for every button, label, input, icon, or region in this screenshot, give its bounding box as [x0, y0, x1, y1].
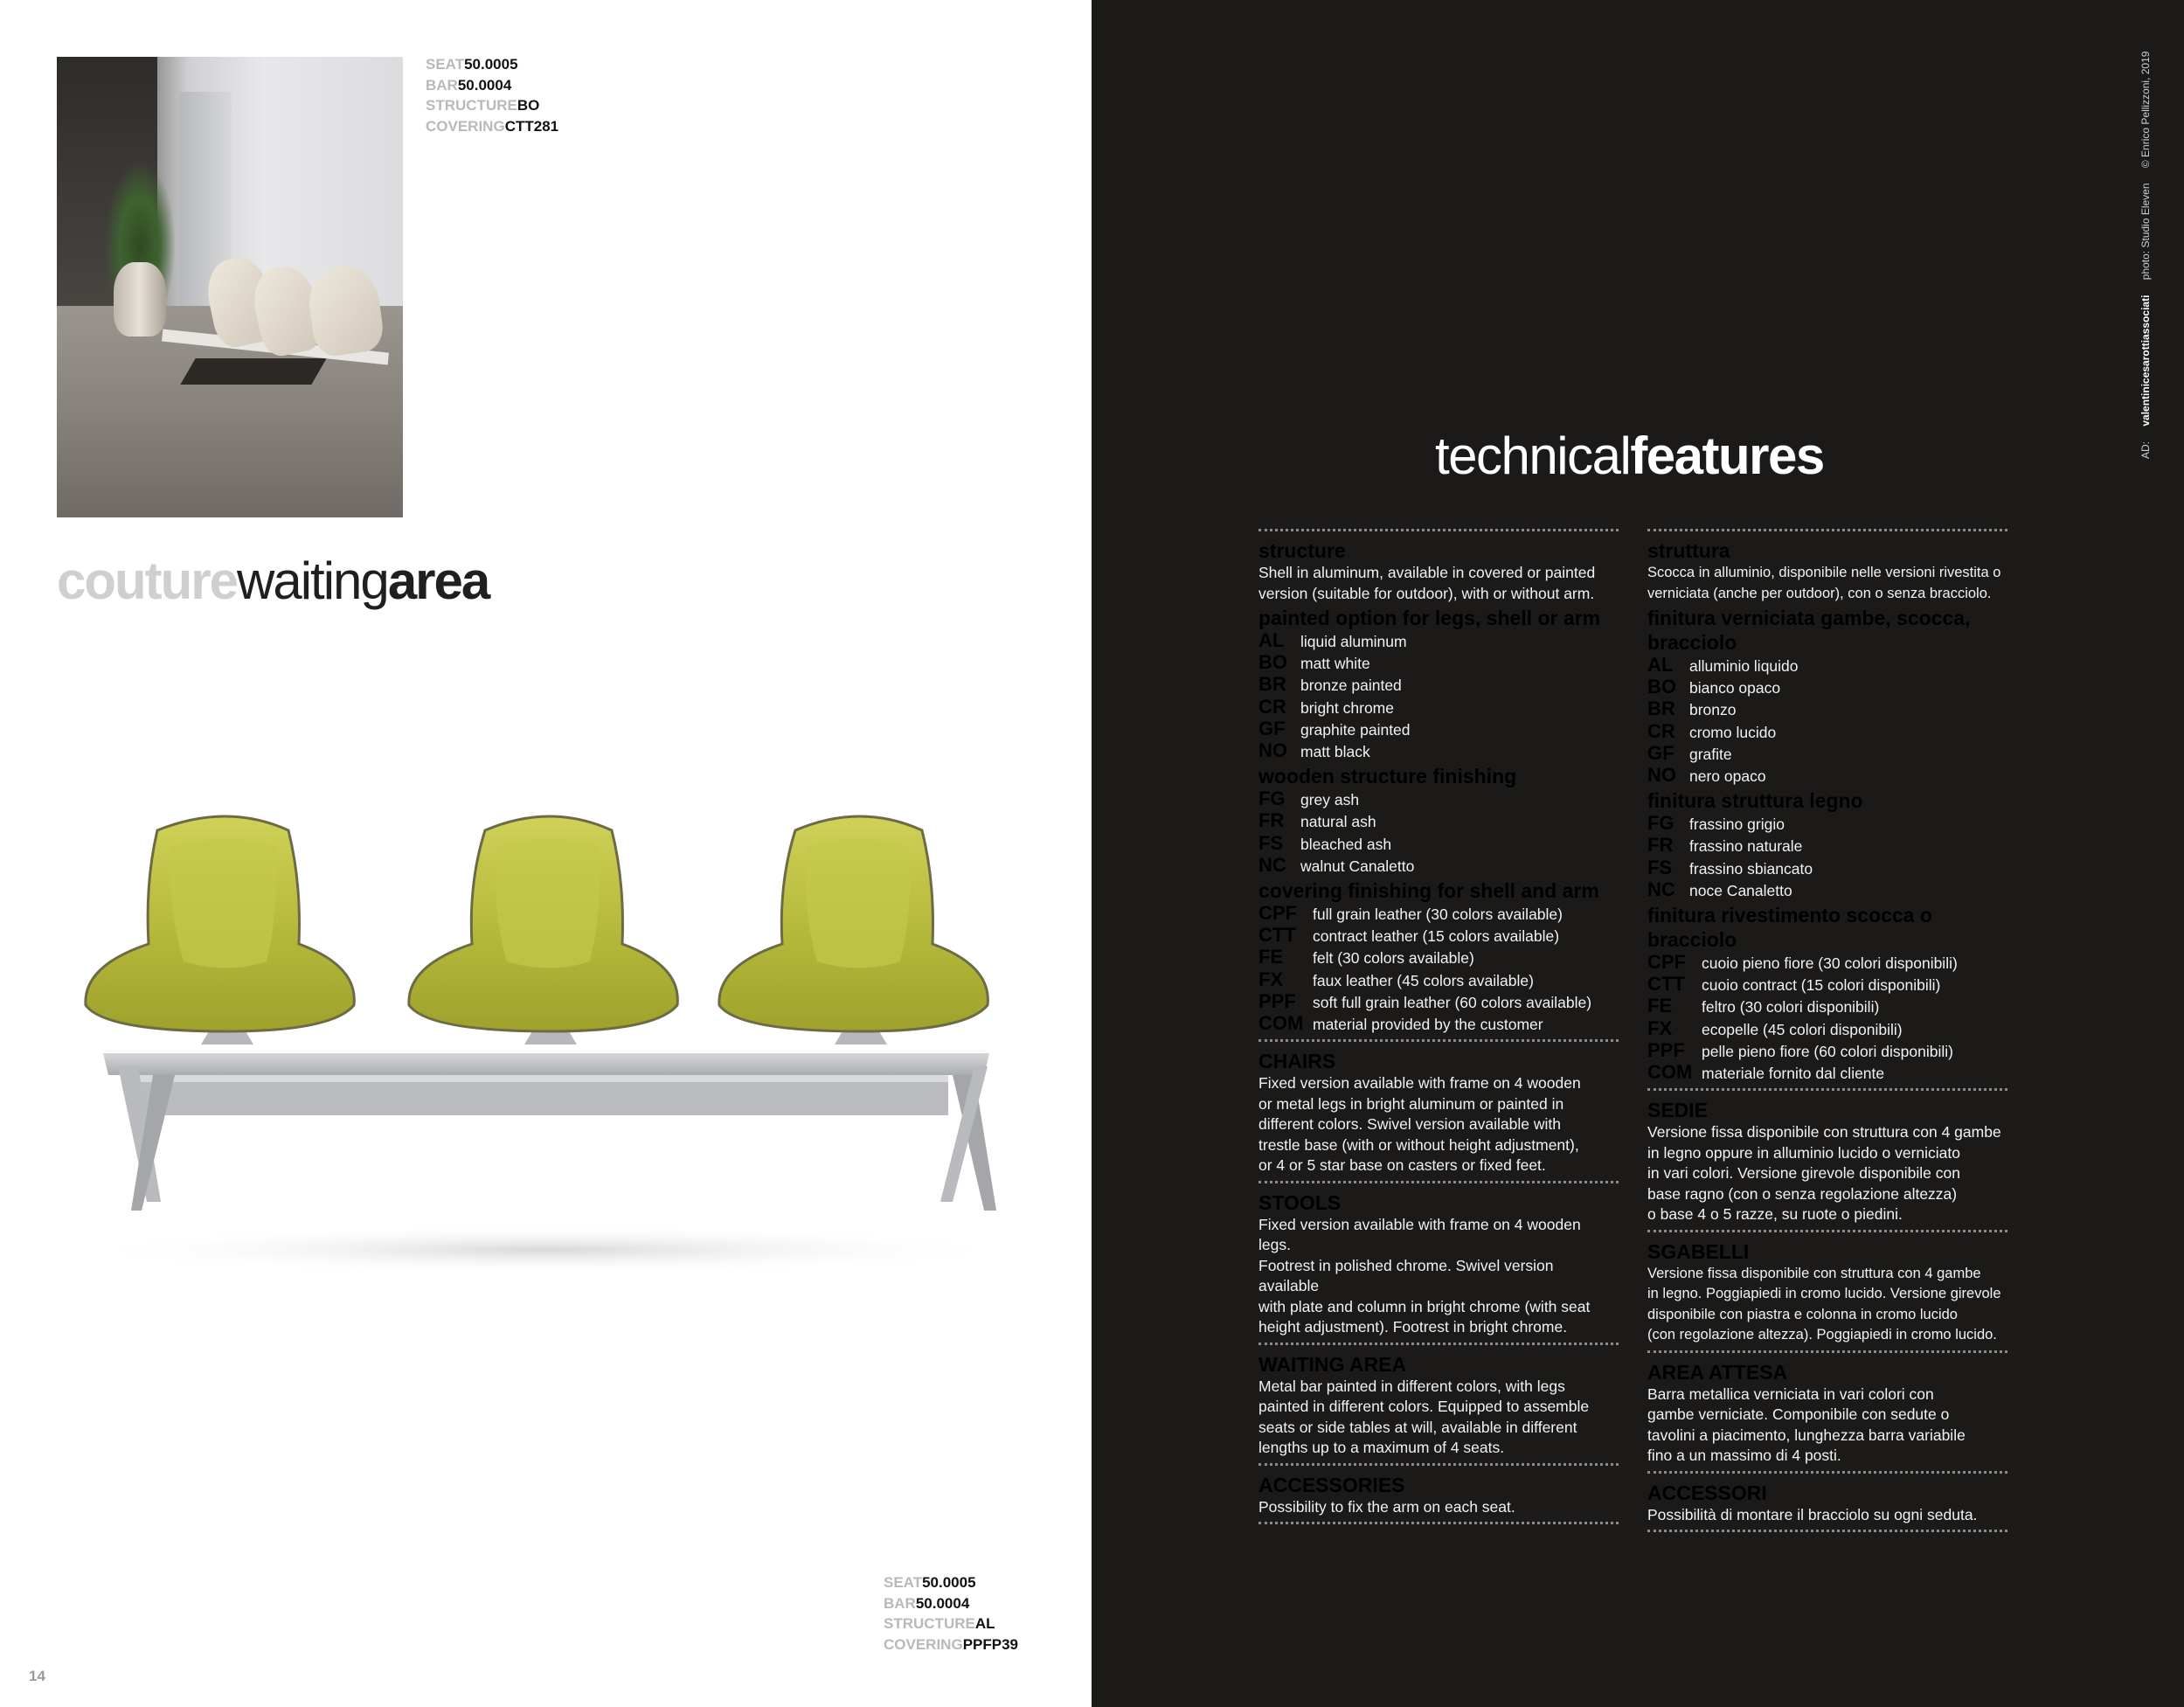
code-row: NC noce Canaletto	[1647, 878, 1792, 900]
section-text: Scocca in alluminio, disponibile nelle versioni rivestita o verniciata (anche per outdoor), con o senza bracciolo.	[1647, 565, 2001, 601]
features-column-en	[1258, 524, 1612, 1530]
spec-list-top	[426, 54, 558, 136]
code-row: FX ecopelle (45 colori disponibili)	[1647, 1017, 1903, 1039]
section-heading: STOOLS	[1258, 1190, 1342, 1214]
photo-credit: photo: Studio Eleven	[2139, 183, 2152, 281]
section-heading: ACCESSORI	[1647, 1481, 1767, 1504]
spec-row: SEAT50.0005	[426, 56, 518, 73]
spec-row: BAR50.0004	[884, 1594, 970, 1612]
ad-name: valentinicesarottiassociati	[2139, 295, 2152, 427]
ad-label: AD:	[2139, 441, 2152, 459]
code-row: CPF full grain leather (30 colors available)	[1258, 902, 1563, 925]
code-row: GF grafite	[1647, 741, 1732, 764]
code-row: COM materiale fornito dal cliente	[1647, 1061, 1885, 1084]
code-row: GF graphite painted	[1258, 717, 1411, 739]
product-title: couturewaitingarea	[57, 552, 489, 610]
dotted-divider	[1647, 1088, 2007, 1096]
section-heading: finitura verniciata gambe, scocca, bracciolo	[1647, 607, 1971, 654]
spec-row: COVERINGPPFP39	[884, 1635, 1018, 1653]
code-row: FG grey ash	[1258, 788, 1360, 810]
code-row: PPF pelle pieno fiore (60 colori disponibili)	[1647, 1038, 1953, 1061]
code-row: CR bright chrome	[1258, 695, 1394, 718]
features-column-it	[1647, 524, 2023, 1537]
spec-row: STRUCTUREBO	[426, 97, 540, 114]
section-text: Versione fissa disponibile con struttura con 4 gambe in legno oppure in alluminio lucido o verniciato in vari colori. Versione girevole disponibile con base ragno (con o senza regolazione altezza) o base 4 o 5 razze, su ruote o piedini.	[1647, 1123, 2001, 1224]
dotted-divider	[1647, 1530, 2007, 1537]
section-text: Possibility to fix the arm on each seat.	[1258, 1497, 1515, 1516]
code-row: CPF cuoio pieno fiore (30 colori disponibili)	[1647, 951, 1958, 974]
technical-features-title: technicalfeatures	[1435, 427, 1824, 485]
code-row: BR bronze painted	[1258, 673, 1402, 696]
code-row: BO matt white	[1258, 651, 1370, 674]
section-heading: covering finishing for shell and arm	[1258, 879, 1599, 903]
dotted-divider	[1647, 1350, 2007, 1358]
section-heading: SGABELLI	[1647, 1239, 1750, 1263]
code-row: FE feltro (30 colori disponibili)	[1647, 995, 1880, 1017]
dotted-divider	[1647, 529, 2007, 537]
code-row: FS bleached ash	[1258, 831, 1392, 854]
dotted-divider	[1258, 1463, 1619, 1471]
section-text: Fixed version available with frame on 4 wooden or metal legs in bright aluminum or painted in different colors. Swivel version available with trestle base (with or without height adjustment), or 4 or 5 star base on casters or fixed feet.	[1258, 1074, 1581, 1175]
section-heading: wooden structure finishing	[1258, 765, 1517, 788]
section-heading: CHAIRS	[1258, 1050, 1336, 1073]
code-row: NO nero opaco	[1647, 764, 1766, 787]
section-text: Fixed version available with frame on 4 wooden legs. Footrest in polished chrome. Swivel version available with plate and column in bright chrome (with seat height adjustment). Footrest in bright chrome.	[1258, 1215, 1591, 1336]
section-heading: finitura struttura legno	[1647, 789, 1863, 813]
section-text: Metal bar painted in different colors, with legs painted in different colors. Equipped to assemble seats or side tables at will, available in different lengths up to a maximum of 4 seats.	[1258, 1377, 1590, 1457]
code-row: CTT contract leather (15 colors available)	[1258, 924, 1560, 947]
spec-row: STRUCTUREAL	[884, 1615, 995, 1632]
spec-list-bottom	[884, 1572, 1018, 1655]
code-row: NO matt black	[1258, 739, 1370, 762]
copyright: © Enrico Pellizzoni, 2019	[2139, 51, 2152, 169]
code-row: FE felt (30 colors available)	[1258, 946, 1474, 968]
photo-credits	[2139, 39, 2152, 459]
code-row: FS frassino sbiancato	[1647, 856, 1813, 878]
interior-photo	[57, 57, 403, 517]
code-row: BO bianco opaco	[1647, 676, 1781, 698]
dotted-divider	[1258, 1343, 1619, 1350]
dotted-divider	[1258, 1039, 1619, 1047]
code-row: FR frassino naturale	[1647, 834, 1803, 857]
section-heading: ACCESSORIES	[1258, 1473, 1405, 1496]
code-row: AL alluminio liquido	[1647, 654, 1799, 676]
dotted-divider	[1258, 1522, 1619, 1530]
section-text: Barra metallica verniciata in vari colori con gambe verniciate. Componibile con sedute o tavolini a piacimento, lunghezza barra variabile fino a un massimo di 4 posti.	[1647, 1384, 1966, 1465]
dotted-divider	[1647, 1471, 2007, 1479]
code-row: FX faux leather (45 colors available)	[1258, 968, 1534, 990]
code-row: FR natural ash	[1258, 809, 1376, 832]
dotted-divider	[1647, 1230, 2007, 1238]
code-row: CTT cuoio contract (15 colori disponibili)	[1647, 973, 1941, 996]
code-row: AL liquid aluminum	[1258, 629, 1407, 651]
code-row: PPF soft full grain leather (60 colors available)	[1258, 989, 1592, 1012]
spec-row: COVERINGCTT281	[426, 117, 559, 135]
code-row: FG frassino grigio	[1647, 812, 1785, 835]
waiting-bench-photo	[70, 813, 1023, 1276]
section-text: Shell in aluminum, available in covered or painted version (suitable for outdoor), with or without arm.	[1258, 564, 1596, 602]
code-row: BR bronzo	[1647, 697, 1737, 720]
code-row: NC walnut Canaletto	[1258, 853, 1415, 876]
code-row: COM material provided by the customer	[1258, 1012, 1543, 1035]
page-number: 14	[29, 1668, 45, 1684]
section-heading: painted option for legs, shell or arm	[1258, 607, 1601, 629]
spec-row: SEAT50.0005	[884, 1574, 976, 1591]
section-heading: structure	[1258, 539, 1346, 562]
section-heading: WAITING AREA	[1258, 1352, 1407, 1376]
section-heading: SEDIE	[1647, 1099, 1709, 1122]
section-heading: struttura	[1647, 539, 1730, 562]
dotted-divider	[1258, 1181, 1619, 1189]
spec-row: BAR50.0004	[426, 76, 512, 94]
code-row: CR cromo lucido	[1647, 719, 1777, 742]
section-text: Possibilità di montare il bracciolo su ogni seduta.	[1647, 1505, 1978, 1523]
section-text: Versione fissa disponibile con struttura con 4 gambe in legno. Poggiapiedi in cromo lucido. Versione girevole disponibile con piastra e colonna in cromo lucido (con regolazione altezza). Poggiapiedi in cromo lucido.	[1647, 1265, 2001, 1343]
section-heading: AREA ATTESA	[1647, 1360, 1788, 1384]
dotted-divider	[1258, 529, 1619, 537]
section-heading: finitura rivestimento scocca o bracciolo	[1647, 904, 1932, 952]
